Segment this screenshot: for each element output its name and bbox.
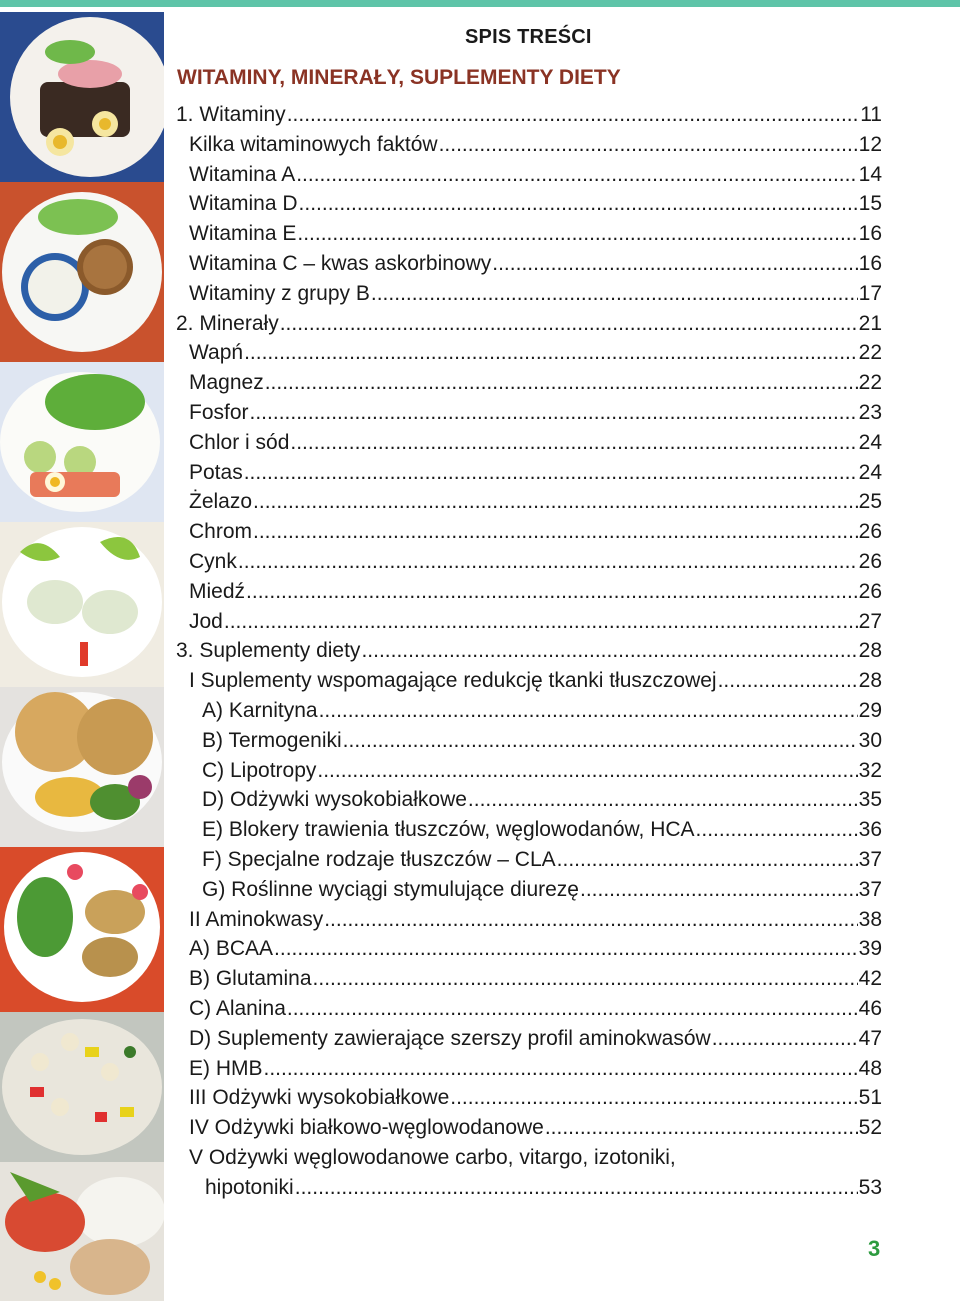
toc-entry[interactable] — [176, 1113, 882, 1143]
food-photos-illustration — [0, 12, 164, 1301]
toc-entry[interactable] — [176, 815, 882, 845]
toc-entry-page: 32 — [858, 758, 882, 782]
toc-entry-label: Cynk — [189, 549, 237, 573]
toc-entry-label: Witamina A — [189, 162, 296, 186]
toc-entry-label: D) Odżywki wysokobiałkowe — [202, 788, 467, 812]
toc-leader-dots — [468, 785, 858, 815]
toc-leader-dots — [246, 577, 858, 607]
toc-entry-label: Fosfor — [189, 400, 249, 424]
toc-entry-label: Jod — [189, 609, 223, 633]
toc-entry[interactable] — [176, 309, 882, 339]
toc-entry[interactable] — [176, 368, 882, 398]
toc-leader-dots — [295, 1173, 858, 1203]
toc-entry-label: Witamina E — [189, 222, 297, 246]
toc-leader-dots — [244, 338, 858, 368]
toc-entry[interactable] — [176, 845, 882, 875]
toc-entry[interactable] — [176, 1143, 882, 1173]
section-title: WITAMINY, MINERAŁY, SUPLEMENTY DIETY — [177, 66, 621, 89]
toc-entry-page: 21 — [858, 311, 882, 335]
toc-entry-page: 24 — [858, 460, 882, 484]
toc-entry-label: C) Alanina — [189, 996, 286, 1020]
toc-leader-dots — [450, 1083, 857, 1113]
toc-entry-page: 12 — [858, 132, 882, 156]
toc-entry[interactable] — [176, 994, 882, 1024]
toc-entry-label: 1. Witaminy — [176, 103, 286, 126]
toc-entry-label: Miedź — [189, 579, 246, 603]
toc-entry-label: Potas — [189, 460, 243, 484]
toc-entry-page: 37 — [858, 847, 882, 871]
toc-entry-page: 16 — [858, 222, 882, 246]
toc-entry-page: 46 — [858, 996, 882, 1020]
toc-entry[interactable] — [176, 636, 882, 666]
toc-entry[interactable] — [176, 964, 882, 994]
toc-entry-page: 22 — [858, 371, 882, 395]
toc-leader-dots — [319, 696, 858, 726]
toc-entry-page: 29 — [858, 698, 882, 722]
toc-entry-label: A) BCAA — [189, 937, 274, 961]
toc-entry-label: Kilka witaminowych faktów — [189, 132, 438, 156]
toc-leader-dots — [718, 666, 858, 696]
toc-entry-page: 39 — [858, 937, 882, 961]
toc-entry[interactable] — [176, 189, 882, 219]
toc-entry-page: 48 — [858, 1056, 882, 1080]
toc-entry-page: 36 — [858, 818, 882, 842]
toc-entry-label: III Odżywki wysokobiałkowe — [189, 1086, 450, 1110]
toc-entry[interactable] — [176, 696, 882, 726]
toc-entry[interactable] — [176, 577, 882, 607]
toc-leader-dots — [253, 517, 858, 547]
toc-entry[interactable] — [176, 1054, 882, 1084]
toc-entry-label: Chlor i sód — [189, 430, 290, 454]
toc-leader-dots — [297, 219, 857, 249]
toc-leader-dots — [313, 964, 858, 994]
toc-entry-label: A) Karnityna — [202, 698, 318, 722]
toc-entry[interactable] — [176, 100, 882, 130]
toc-entry-page: 26 — [858, 549, 882, 573]
toc-entry-page: 24 — [858, 430, 882, 454]
toc-entry-page: 47 — [858, 1026, 882, 1050]
toc-entry[interactable] — [176, 428, 882, 458]
toc-entry[interactable] — [176, 1083, 882, 1113]
toc-entry[interactable] — [176, 1173, 882, 1203]
toc-leader-dots — [324, 905, 857, 935]
toc-entry-label: hipotoniki — [205, 1175, 294, 1199]
toc-leader-dots — [280, 309, 858, 339]
toc-entry[interactable] — [176, 547, 882, 577]
toc-entry[interactable] — [176, 785, 882, 815]
toc-entry-label: Chrom — [189, 520, 253, 544]
toc-entry-page: 14 — [858, 162, 882, 186]
toc-entry[interactable] — [176, 130, 882, 160]
toc-leader-dots — [250, 398, 858, 428]
toc-entry-label: F) Specjalne rodzaje tłuszczów – CLA — [202, 847, 556, 871]
toc-entry[interactable] — [176, 934, 882, 964]
toc-leader-dots — [244, 458, 858, 488]
toc-entry-label: Żelazo — [189, 490, 253, 514]
toc-entry[interactable] — [176, 338, 882, 368]
toc-leader-dots — [274, 934, 858, 964]
toc-leader-dots — [712, 1024, 858, 1054]
toc-entry-page: 15 — [858, 192, 882, 216]
toc-leader-dots — [265, 368, 858, 398]
toc-leader-dots — [287, 100, 860, 130]
toc-entry[interactable] — [176, 160, 882, 190]
toc-entry-label: Witaminy z grupy B — [189, 281, 370, 305]
toc-leader-dots — [296, 160, 857, 190]
toc-entry-page: 11 — [860, 103, 882, 126]
toc-entry-label: Magnez — [189, 371, 264, 395]
toc-entry[interactable] — [176, 756, 882, 786]
toc-entry-page: 30 — [858, 728, 882, 752]
toc-leader-dots — [287, 994, 858, 1024]
toc-leader-dots — [557, 845, 858, 875]
toc-entry[interactable] — [176, 607, 882, 637]
toc-leader-dots — [696, 815, 858, 845]
toc-entry-page: 42 — [858, 967, 882, 991]
toc-entry-page: 22 — [858, 341, 882, 365]
toc-entry[interactable] — [176, 458, 882, 488]
toc-leader-dots — [371, 279, 858, 309]
toc-entry-label: I Suplementy wspomagające redukcję tkanki tłuszczowej — [189, 669, 717, 693]
toc-entry-page: 37 — [858, 877, 882, 901]
toc-leader-dots — [290, 428, 857, 458]
toc-entry-label: Wapń — [189, 341, 244, 365]
toc-entry-label: V Odżywki węglowodanowe carbo, vitargo, izotoniki, — [189, 1145, 676, 1169]
toc-leader-dots — [299, 189, 858, 219]
toc-entry-page: 28 — [858, 669, 882, 693]
toc-entry-page: 16 — [858, 251, 882, 275]
toc-entry[interactable] — [176, 219, 882, 249]
toc-leader-dots — [580, 875, 858, 905]
toc-leader-dots — [545, 1113, 858, 1143]
top-accent-bar — [0, 0, 960, 7]
toc-entry-page: 28 — [858, 639, 882, 663]
toc-entry-page: 38 — [858, 907, 882, 931]
table-of-contents — [176, 100, 882, 1202]
toc-entry[interactable] — [176, 726, 882, 756]
toc-entry-label: E) Blokery trawienia tłuszczów, węglowodanów, HCA — [202, 818, 695, 842]
food-photo-strip — [0, 12, 164, 1301]
toc-entry-page: 52 — [858, 1116, 882, 1140]
toc-leader-dots — [439, 130, 858, 160]
toc-entry-label: C) Lipotropy — [202, 758, 317, 782]
page-number: 3 — [868, 1236, 881, 1261]
toc-entry[interactable] — [176, 905, 882, 935]
toc-entry[interactable] — [176, 1024, 882, 1054]
toc-entry-page: 26 — [858, 520, 882, 544]
toc-entry[interactable] — [176, 279, 882, 309]
toc-entry-label: 2. Minerały — [176, 311, 279, 335]
toc-entry-page: 23 — [858, 400, 882, 424]
toc-leader-dots — [492, 249, 857, 279]
toc-entry[interactable] — [176, 875, 882, 905]
toc-entry-label: IV Odżywki białkowo-węglowodanowe — [189, 1116, 544, 1140]
toc-entry-label: Witamina D — [189, 192, 298, 216]
toc-entry-label: 3. Suplementy diety — [176, 639, 361, 663]
toc-entry[interactable] — [176, 249, 882, 279]
toc-entry-label: Witamina C – kwas askorbinowy — [189, 251, 492, 275]
toc-entry-label: B) Termogeniki — [202, 728, 342, 752]
toc-entry-label: II Aminokwasy — [189, 907, 324, 931]
toc-entry-label: D) Suplementy zawierające szerszy profil aminokwasów — [189, 1026, 711, 1050]
toc-entry-label: G) Roślinne wyciągi stymulujące diurezę — [202, 877, 579, 901]
toc-leader-dots — [343, 726, 858, 756]
toc-entry-label: B) Glutamina — [189, 967, 312, 991]
toc-leader-dots — [361, 636, 857, 666]
toc-entry-page: 35 — [858, 788, 882, 812]
toc-leader-dots — [224, 607, 858, 637]
toc-leader-dots — [317, 756, 857, 786]
page-title: SPIS TREŚCI — [465, 26, 592, 48]
toc-leader-dots — [238, 547, 858, 577]
toc-leader-dots — [264, 1054, 858, 1084]
toc-entry-page: 51 — [858, 1086, 882, 1110]
toc-entry-page: 25 — [858, 490, 882, 514]
toc-entry-page: 27 — [858, 609, 882, 633]
toc-entry[interactable] — [176, 487, 882, 517]
toc-entry-label: E) HMB — [189, 1056, 263, 1080]
toc-leader-dots — [253, 487, 858, 517]
toc-entry-page: 17 — [858, 281, 882, 305]
toc-entry-page: 53 — [858, 1175, 882, 1199]
toc-entry[interactable] — [176, 517, 882, 547]
toc-entry[interactable] — [176, 398, 882, 428]
toc-entry-page: 26 — [858, 579, 882, 603]
toc-entry[interactable] — [176, 666, 882, 696]
